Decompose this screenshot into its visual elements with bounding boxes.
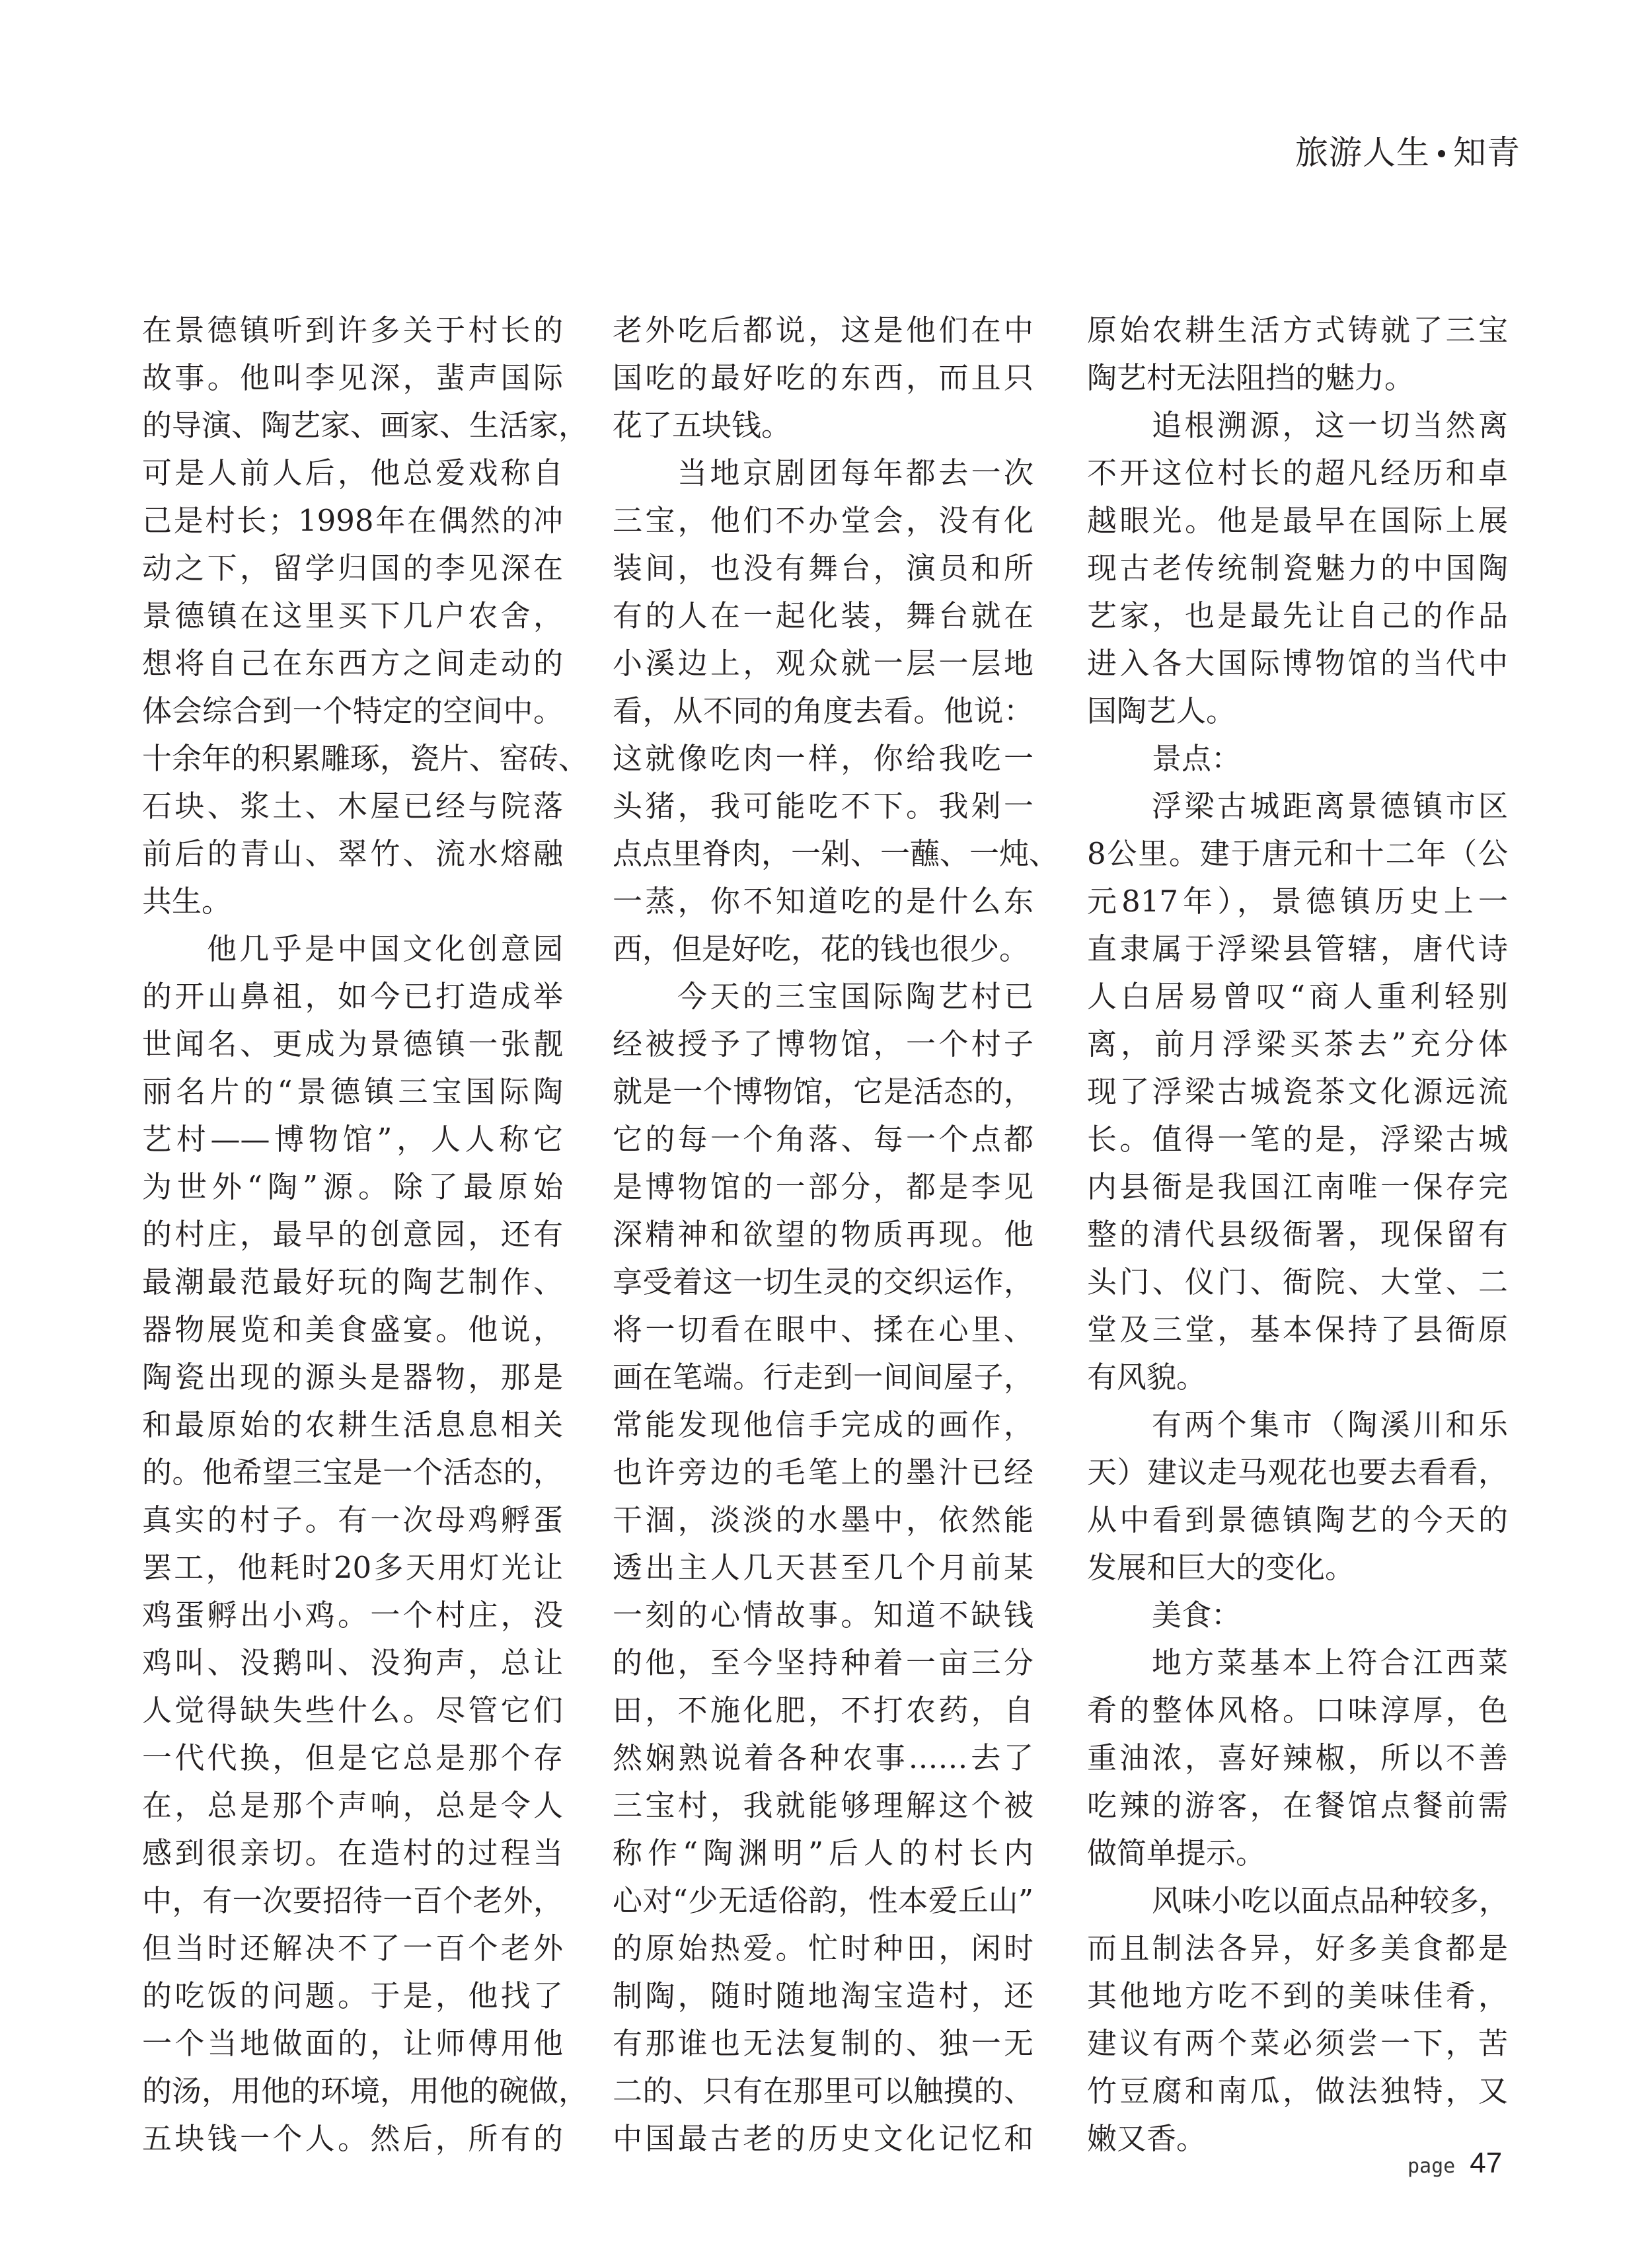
page-label: page (1408, 2155, 1456, 2178)
text-line: 不开这位村长的超凡经历和卓 (1087, 455, 1508, 490)
paragraph (1087, 735, 1508, 783)
text-line: 内县衙是我国江南唯一保存完 (1087, 1169, 1508, 1204)
text-line: 透出主人几天甚至几个月前某 (613, 1550, 1033, 1585)
text-line: 是博物馆的一部分，都是李见 (613, 1169, 1033, 1204)
text-line: 现了浮梁古城瓷茶文化源远流 (1087, 1074, 1508, 1109)
paragraph (1087, 783, 1508, 1401)
text-line: 的。他希望三宝是一个活态的， (142, 1455, 563, 1490)
text-line: 其他地方吃不到的美味佳肴， (1087, 1978, 1508, 2013)
text-line: 称作“陶渊明”后人的村长内 (613, 1836, 1033, 1871)
text-line: 可是人前人后，他总爱戏称自 (142, 455, 563, 490)
text-line: 越眼光。他是最早在国际上展 (1087, 503, 1508, 538)
text-line: 在，总是那个声响，总是令人 (142, 1788, 563, 1823)
text-line: 世闻名、更成为景德镇一张靓 (142, 1026, 563, 1062)
text-line: 二的、只有在那里可以触摸的、 (613, 2073, 1033, 2108)
text-line: 陶瓷出现的源头是器物，那是 (142, 1360, 563, 1395)
text-line: 景点： (1152, 741, 1242, 776)
text-line: 中，有一次要招待一百个老外， (142, 1883, 563, 1918)
paragraph (1087, 1592, 1508, 1639)
text-line: 原始农耕生活方式铸就了三宝 (1087, 313, 1508, 348)
text-line: 人觉得缺失些什么。尽管它们 (142, 1693, 563, 1728)
text-line: 五块钱一个人。然后，所有的 (142, 2121, 563, 2156)
text-line: 8公里。建于唐元和十二年（公 (1087, 836, 1508, 871)
text-line: 一蒸，你不知道吃的是什么东 (613, 884, 1033, 919)
text-line: 一个当地做面的，让师傅用他 (142, 2026, 563, 2061)
text-line: 人白居易曾叹“商人重利轻别 (1087, 979, 1508, 1014)
paragraph (1087, 1401, 1508, 1592)
article-column-3 (1087, 307, 1508, 2163)
paragraph (1087, 307, 1508, 402)
text-line: 深精神和欲望的物质再现。他 (613, 1217, 1033, 1252)
text-line: 画在笔端。行走到一间间屋子， (613, 1360, 1033, 1395)
text-line: 在景德镇听到许多关于村长的 (142, 313, 563, 348)
text-line: 的吃饭的问题。于是，他找了 (142, 1978, 563, 2013)
text-line: 它的每一个角落、每一个点都 (613, 1122, 1033, 1157)
text-line: 花了五块钱。 (613, 408, 792, 443)
text-line: 动之下，留学归国的李见深在 (142, 551, 563, 586)
text-line: 这就像吃肉一样，你给我吃一 (613, 741, 1033, 776)
text-line: 西，但是好吃，花的钱也很少。 (613, 931, 1030, 966)
text-line: 有风貌。 (1087, 1360, 1207, 1395)
text-line: 和最原始的农耕生活息息相关 (142, 1407, 563, 1442)
text-line: 感到很亲切。在造村的过程当 (142, 1836, 563, 1871)
text-line: 的村庄，最早的创意园，还有 (142, 1217, 563, 1252)
text-line: 浮梁古城距离景德镇市区 (1152, 789, 1508, 824)
text-line: 景德镇在这里买下几户农舍， (142, 598, 563, 633)
paragraph (142, 925, 589, 2163)
text-line: 真实的村子。有一次母鸡孵蛋 (142, 1502, 563, 1537)
text-line: 制陶，随时随地淘宝造村，还 (613, 1978, 1033, 2013)
text-line: 器物展览和美食盛宴。他说， (142, 1312, 563, 1347)
text-line: 今天的三宝国际陶艺村已 (677, 979, 1033, 1014)
text-line: 鸡叫、没鹅叫、没狗声，总让 (142, 1645, 563, 1680)
text-line: 一刻的心情故事。知道不缺钱 (613, 1598, 1033, 1633)
text-line: 装间，也没有舞台，演员和所 (613, 551, 1033, 586)
text-line: 的汤，用他的环境，用他的碗做， (142, 2073, 589, 2108)
text-line: 天）建议走马观花也要去看看， (1087, 1455, 1508, 1490)
text-line: 陶艺村无法阻挡的魅力。 (1087, 360, 1415, 395)
text-line: 一代代换，但是它总是那个存 (142, 1740, 563, 1775)
text-line: 地方菜基本上符合江西菜 (1152, 1645, 1508, 1680)
paragraph (1087, 1639, 1508, 1877)
text-line: 己是村长；1998年在偶然的冲 (142, 503, 563, 538)
text-line: 堂及三堂，基本保持了县衙原 (1087, 1312, 1508, 1347)
text-line: 从中看到景德镇陶艺的今天的 (1087, 1502, 1508, 1537)
page-number (1408, 2147, 1502, 2180)
page-number-value: 47 (1470, 2147, 1503, 2179)
text-line: 艺家，也是最先让自己的作品 (1087, 598, 1508, 633)
article-column-2 (613, 307, 1059, 2163)
paragraph (613, 449, 1059, 973)
text-line: 然娴熟说着各种农事……去了 (613, 1740, 1033, 1775)
text-line: 长。值得一笔的是，浮梁古城 (1087, 1122, 1508, 1157)
text-line: 嫩又香。 (1087, 2121, 1207, 2156)
paragraph (1087, 1877, 1508, 2163)
text-line: 前后的青山、翠竹、流水熔融 (142, 836, 563, 871)
text-line: 他几乎是中国文化创意园 (207, 931, 563, 966)
text-line: 直隶属于浮梁县管辖，唐代诗 (1087, 931, 1508, 966)
separator-dot (1438, 150, 1445, 157)
article-column-1 (142, 307, 589, 2163)
paragraph (1087, 402, 1508, 735)
text-line: 也许旁边的毛笔上的墨汁已经 (613, 1455, 1033, 1490)
text-line: 有的人在一起化装，舞台就在 (613, 598, 1033, 633)
text-line: 进入各大国际博物馆的当代中 (1087, 646, 1508, 681)
text-line: 鸡蛋孵出小鸡。一个村庄，没 (142, 1598, 563, 1633)
text-line: 共生。 (142, 884, 232, 919)
paragraph (142, 307, 589, 925)
text-line: 而且制法各异，好多美食都是 (1087, 1931, 1508, 1966)
text-line: 的导演、陶艺家、画家、生活家， (142, 408, 589, 443)
text-line: 点点里脊肉，一剁、一蘸、一炖、 (613, 836, 1059, 871)
text-line: 离，前月浮梁买茶去”充分体 (1087, 1026, 1508, 1062)
text-line: 就是一个博物馆，它是活态的， (613, 1074, 1033, 1109)
text-line: 风味小吃以面点品种较多， (1152, 1883, 1509, 1918)
text-line: 故事。他叫李见深，蜚声国际 (142, 360, 563, 395)
text-line: 的开山鼻祖，如今已打造成举 (142, 979, 563, 1014)
text-line: 享受着这一切生灵的交织运作， (613, 1264, 1033, 1299)
text-line: 看，从不同的角度去看。他说： (613, 693, 1033, 728)
text-line: 十余年的积累雕琢，瓷片、窑砖、 (142, 741, 589, 776)
text-line: 丽名片的“景德镇三宝国际陶 (142, 1074, 563, 1109)
paragraph (613, 973, 1033, 2163)
text-line: 中国最古老的历史文化记忆和 (613, 2121, 1033, 2156)
text-line: 经被授予了博物馆，一个村子 (613, 1026, 1033, 1062)
text-line: 三宝，他们不办堂会，没有化 (613, 503, 1033, 538)
text-line: 建议有两个菜必须尝一下，苦 (1087, 2026, 1508, 2061)
text-line: 肴的整体风格。口味淳厚，色 (1087, 1693, 1508, 1728)
text-line: 但当时还解决不了一百个老外 (142, 1931, 563, 1966)
text-line: 田，不施化肥，不打农药，自 (613, 1693, 1033, 1728)
text-line: 当地京剧团每年都去一次 (677, 455, 1033, 490)
text-line: 小溪边上，观众就一层一层地 (613, 646, 1033, 681)
text-line: 头门、仪门、衙院、大堂、二 (1087, 1264, 1508, 1299)
text-line: 发展和巨大的变化。 (1087, 1550, 1355, 1585)
text-line: 想将自己在东西方之间走动的 (142, 646, 563, 681)
text-line: 艺村——博物馆”，人人称它 (142, 1122, 563, 1157)
text-line: 心对“少无适俗韵，性本爱丘山” (613, 1883, 1033, 1918)
text-line: 做简单提示。 (1087, 1836, 1266, 1871)
text-line: 追根溯源，这一切当然离 (1152, 408, 1508, 443)
text-line: 重油浓，喜好辣椒，所以不善 (1087, 1740, 1508, 1775)
text-line: 国吃的最好吃的东西，而且只 (613, 360, 1033, 395)
text-line: 有两个集市（陶溪川和乐 (1152, 1407, 1508, 1442)
text-line: 现古老传统制瓷魅力的中国陶 (1087, 551, 1508, 586)
paragraph (613, 307, 1033, 449)
text-line: 美食： (1152, 1598, 1242, 1633)
text-line: 罢工，他耗时20多天用灯光让 (142, 1550, 563, 1585)
text-line: 国陶艺人。 (1087, 693, 1236, 728)
text-line: 的他，至今坚持种着一亩三分 (613, 1645, 1033, 1680)
text-line: 吃辣的游客，在餐馆点餐前需 (1087, 1788, 1508, 1823)
text-line: 石块、浆土、木屋已经与院落 (142, 789, 563, 824)
text-line: 体会综合到一个特定的空间中。 (142, 693, 563, 728)
section-header (1295, 130, 1521, 176)
text-line: 元817年），景德镇历史上一 (1087, 884, 1508, 919)
text-line: 有那谁也无法复制的、独一无 (613, 2026, 1033, 2061)
text-line: 最潮最范最好玩的陶艺制作、 (142, 1264, 563, 1299)
text-line: 干涸，淡淡的水墨中，依然能 (613, 1502, 1033, 1537)
text-line: 将一切看在眼中、揉在心里、 (613, 1312, 1033, 1347)
text-line: 的原始热爱。忙时种田，闲时 (613, 1931, 1033, 1966)
section-title: 旅游人生 (1295, 134, 1430, 172)
subsection-title: 知青 (1453, 134, 1521, 172)
text-line: 为世外“陶”源。除了最原始 (142, 1169, 563, 1204)
text-line: 整的清代县级衙署，现保留有 (1087, 1217, 1508, 1252)
text-line: 头猪，我可能吃不下。我剁一 (613, 789, 1033, 824)
text-line: 竹豆腐和南瓜，做法独特，又 (1087, 2073, 1508, 2108)
text-line: 常能发现他信手完成的画作， (613, 1407, 1033, 1442)
text-line: 三宝村，我就能够理解这个被 (613, 1788, 1033, 1823)
text-line: 老外吃后都说，这是他们在中 (613, 313, 1033, 348)
